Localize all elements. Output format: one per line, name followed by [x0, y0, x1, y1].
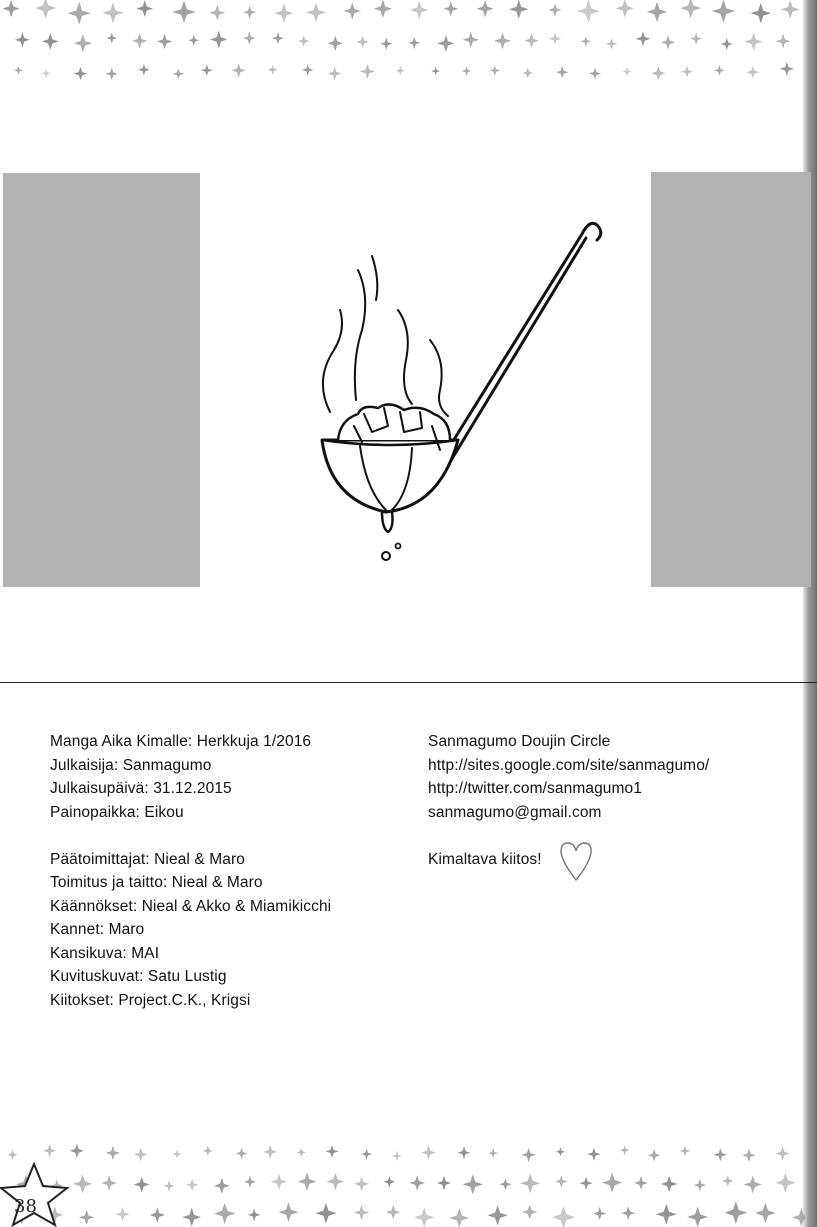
star-icon — [101, 1175, 117, 1191]
contact-block — [428, 730, 808, 882]
star-icon — [714, 1148, 727, 1161]
credit-line: Manga Aika Kimalle: Herkkuja 1/2016 — [50, 733, 312, 750]
star-icon — [581, 36, 591, 46]
star-icon — [106, 1146, 120, 1160]
star-icon — [157, 34, 173, 50]
star-icon — [73, 1174, 92, 1193]
star-icon — [326, 1173, 344, 1191]
star-icon — [243, 32, 256, 45]
star-icon — [326, 1145, 339, 1158]
star-icon — [344, 2, 361, 19]
star-icon — [606, 38, 617, 49]
star-icon — [302, 64, 314, 76]
star-icon — [620, 1145, 630, 1155]
star-icon — [74, 67, 88, 81]
credit-line: Julkaisupäivä: 31.12.2015 — [50, 780, 232, 797]
star-icon — [232, 63, 246, 77]
email-link[interactable]: sanmagumo@gmail.com — [428, 803, 602, 821]
star-icon — [297, 1148, 306, 1157]
star-icon — [458, 1146, 471, 1159]
star-icon — [132, 33, 148, 49]
star-icon — [134, 1177, 150, 1193]
star-icon — [209, 5, 225, 21]
star-icon — [680, 0, 701, 19]
star-icon — [315, 1203, 336, 1224]
star-icon — [520, 1173, 540, 1193]
star-icon — [755, 1203, 776, 1224]
star-icon — [14, 66, 23, 75]
star-icon — [7, 1150, 18, 1160]
star-icon — [244, 1176, 256, 1188]
star-icon — [408, 37, 420, 49]
star-icon — [42, 69, 51, 78]
credit-line: Painopaikka: Eikou — [50, 803, 184, 821]
star-icon — [745, 33, 763, 51]
star-icon — [722, 1175, 734, 1187]
star-icon — [522, 1204, 538, 1220]
star-icon — [694, 1179, 706, 1191]
star-icon — [210, 31, 228, 49]
star-icon — [421, 1145, 435, 1159]
star-icon — [392, 1151, 402, 1161]
star-icon — [490, 65, 501, 76]
star-icon — [523, 68, 533, 78]
star-icon — [306, 3, 326, 23]
star-icon — [173, 1, 196, 24]
star-icon — [488, 1148, 498, 1158]
star-icon — [621, 1206, 635, 1220]
star-icon — [616, 0, 634, 18]
star-icon — [79, 1210, 94, 1225]
star-icon — [690, 33, 702, 45]
star-icon — [661, 35, 675, 49]
star-icon — [298, 35, 310, 47]
star-icon — [374, 0, 392, 18]
star-icon — [236, 1148, 248, 1160]
star-icon — [182, 1208, 201, 1227]
star-icon — [781, 0, 800, 19]
star-icon — [622, 67, 631, 76]
star-icon — [552, 1206, 575, 1227]
star-icon — [549, 33, 561, 45]
thanks-row — [428, 848, 808, 882]
star-icon — [357, 36, 369, 48]
star-icon — [248, 1209, 261, 1222]
star-icon — [792, 1208, 805, 1227]
star-icon — [43, 1144, 56, 1157]
star-icon — [150, 1207, 166, 1223]
star-icon — [410, 1, 428, 20]
star-icon — [742, 1149, 756, 1163]
star-icon — [380, 38, 392, 50]
credit-line: Kuvituskuvat: Satu Lustig — [50, 968, 227, 985]
ladle-icon — [300, 200, 620, 580]
star-icon — [449, 1208, 469, 1227]
credit-line: Kiitokset: Project.C.K., Krigsi — [50, 991, 251, 1009]
credit-line: Kannet: Maro — [50, 921, 145, 938]
thanks-text: Kimaltava kiitos! — [428, 850, 542, 868]
star-icon — [272, 32, 284, 44]
star-icon — [116, 1207, 130, 1221]
star-icon — [636, 31, 651, 46]
website-link[interactable]: http://sites.google.com/site/sanmagumo/ — [428, 756, 710, 774]
star-icon — [648, 1149, 661, 1162]
star-icon — [580, 1177, 593, 1190]
star-icon — [776, 1146, 790, 1160]
star-icon — [243, 6, 256, 19]
star-icon — [163, 1180, 175, 1192]
star-icon — [409, 1175, 425, 1191]
star-icon — [360, 64, 375, 79]
star-icon — [499, 1178, 511, 1190]
star-icon — [680, 1146, 691, 1157]
star-icon — [747, 66, 760, 79]
star-icon — [2, 0, 19, 17]
star-icon — [279, 1202, 299, 1222]
star-icon — [661, 1176, 677, 1192]
star-icon — [70, 1144, 84, 1158]
star-icon — [274, 4, 293, 23]
star-icon — [775, 1172, 796, 1193]
star-icon — [354, 1205, 369, 1220]
star-icon — [463, 1174, 483, 1194]
star-icon — [587, 1148, 600, 1161]
star-icon — [656, 1204, 677, 1225]
credits-list — [50, 730, 380, 1012]
star-icon — [524, 33, 539, 48]
star-icon — [68, 2, 91, 25]
star-icon — [35, 0, 56, 19]
star-icon — [437, 35, 454, 52]
star-icon — [780, 62, 794, 76]
star-icon — [522, 1148, 536, 1162]
star-icon — [361, 1149, 372, 1160]
star-icon — [74, 34, 92, 52]
star-icon — [328, 67, 342, 81]
credit-line: Käännökset: Nieal & Akko & Miamikicchi — [50, 897, 332, 915]
star-icon — [651, 66, 665, 80]
star-icon — [188, 35, 199, 46]
star-icon — [556, 1147, 565, 1156]
star-icon — [437, 1176, 451, 1190]
star-icon — [298, 1172, 317, 1191]
credit-line: Päätoimittajat: Nieal & Maro — [50, 850, 245, 868]
star-icon — [263, 1145, 277, 1159]
star-icon — [42, 33, 59, 50]
star-icon — [721, 38, 733, 50]
star-icon — [136, 0, 153, 17]
star-icon — [509, 0, 528, 19]
star-icon — [577, 0, 600, 23]
star-icon — [328, 36, 344, 52]
star-icon — [477, 0, 494, 17]
star-icon — [593, 1207, 606, 1220]
star-icon — [744, 1176, 762, 1194]
star-icon — [134, 1148, 147, 1161]
star-icon — [647, 2, 667, 22]
section-divider — [0, 682, 817, 683]
star-icon — [556, 66, 568, 79]
star-icon — [106, 68, 118, 80]
star-icon — [687, 1207, 708, 1227]
star-icon — [173, 68, 184, 79]
page-number: 38 — [14, 1196, 37, 1217]
right-gray-panel — [651, 172, 811, 587]
star-icon — [15, 32, 30, 47]
star-icon — [431, 67, 440, 76]
credit-line: Kansikuva: MAI — [50, 944, 160, 962]
star-icon — [107, 33, 118, 44]
twitter-link[interactable]: http://twitter.com/sanmagumo1 — [428, 780, 642, 797]
star-icon — [494, 32, 511, 49]
top-star-border — [0, 0, 805, 88]
star-icon — [214, 1203, 236, 1225]
left-gray-panel — [3, 173, 200, 587]
star-icon — [776, 34, 791, 49]
star-icon — [555, 1175, 567, 1187]
star-icon — [386, 1205, 401, 1219]
star-icon — [186, 1179, 199, 1192]
star-icon — [271, 1174, 288, 1191]
star-icon — [214, 1178, 230, 1194]
star-icon — [268, 65, 278, 75]
star-icon — [396, 66, 406, 76]
credit-line: Julkaisija: Sanmagumo — [50, 756, 212, 774]
star-icon — [103, 2, 124, 23]
star-icon — [712, 0, 735, 23]
star-icon — [172, 1149, 181, 1159]
heart-icon — [558, 840, 594, 882]
star-icon — [384, 1176, 396, 1188]
bottom-star-border — [0, 1140, 805, 1227]
circle-name: Sanmagumo Doujin Circle — [428, 733, 611, 750]
star-icon — [681, 66, 693, 78]
star-icon — [589, 68, 601, 80]
credit-line: Toimitus ja taitto: Nieal & Maro — [50, 874, 263, 891]
star-icon — [725, 1201, 748, 1224]
star-icon — [443, 1, 458, 16]
star-icon — [138, 64, 150, 76]
star-icon — [602, 1172, 623, 1193]
star-icon — [487, 1205, 508, 1226]
star-icon — [548, 3, 562, 17]
star-icon — [463, 32, 479, 48]
star-icon — [201, 64, 213, 76]
star-icon — [354, 1176, 369, 1191]
star-icon — [462, 66, 472, 76]
star-icon — [751, 3, 772, 24]
star-icon — [634, 1176, 648, 1190]
star-icon — [714, 65, 725, 76]
star-icon — [414, 1207, 434, 1227]
star-icon — [203, 1146, 213, 1156]
